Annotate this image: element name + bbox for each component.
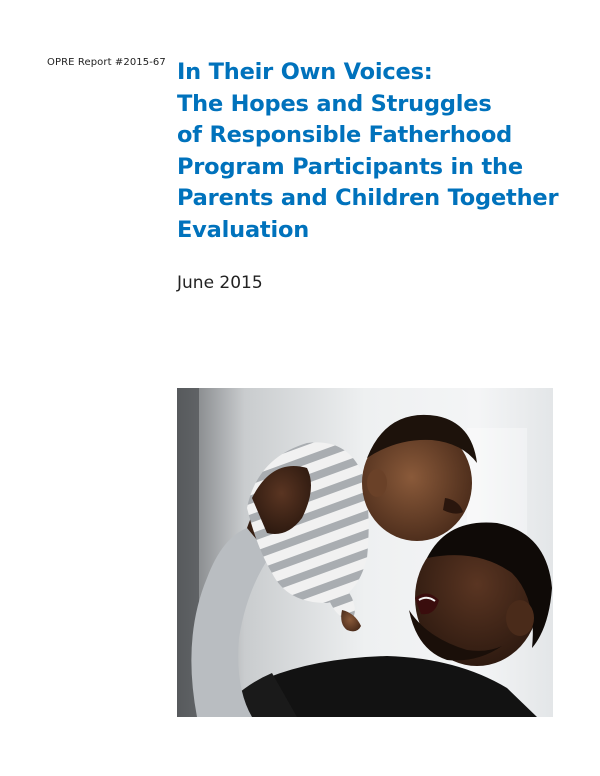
title-line: Evaluation xyxy=(177,216,310,243)
title-line: of Responsible Fatherhood xyxy=(177,122,513,148)
father-lifting-baby-photo-icon xyxy=(177,388,553,717)
report-date: June 2015 xyxy=(177,273,263,293)
title-line: The Hopes and Struggles xyxy=(177,90,492,117)
report-title xyxy=(177,57,577,246)
title-line: Parents and Children Together xyxy=(177,185,559,211)
report-number: OPRE Report #2015-67 xyxy=(47,57,166,68)
cover-photo xyxy=(177,388,553,717)
title-line: In Their Own Voices: xyxy=(177,59,433,85)
title-line: Program Participants in the xyxy=(177,153,523,180)
